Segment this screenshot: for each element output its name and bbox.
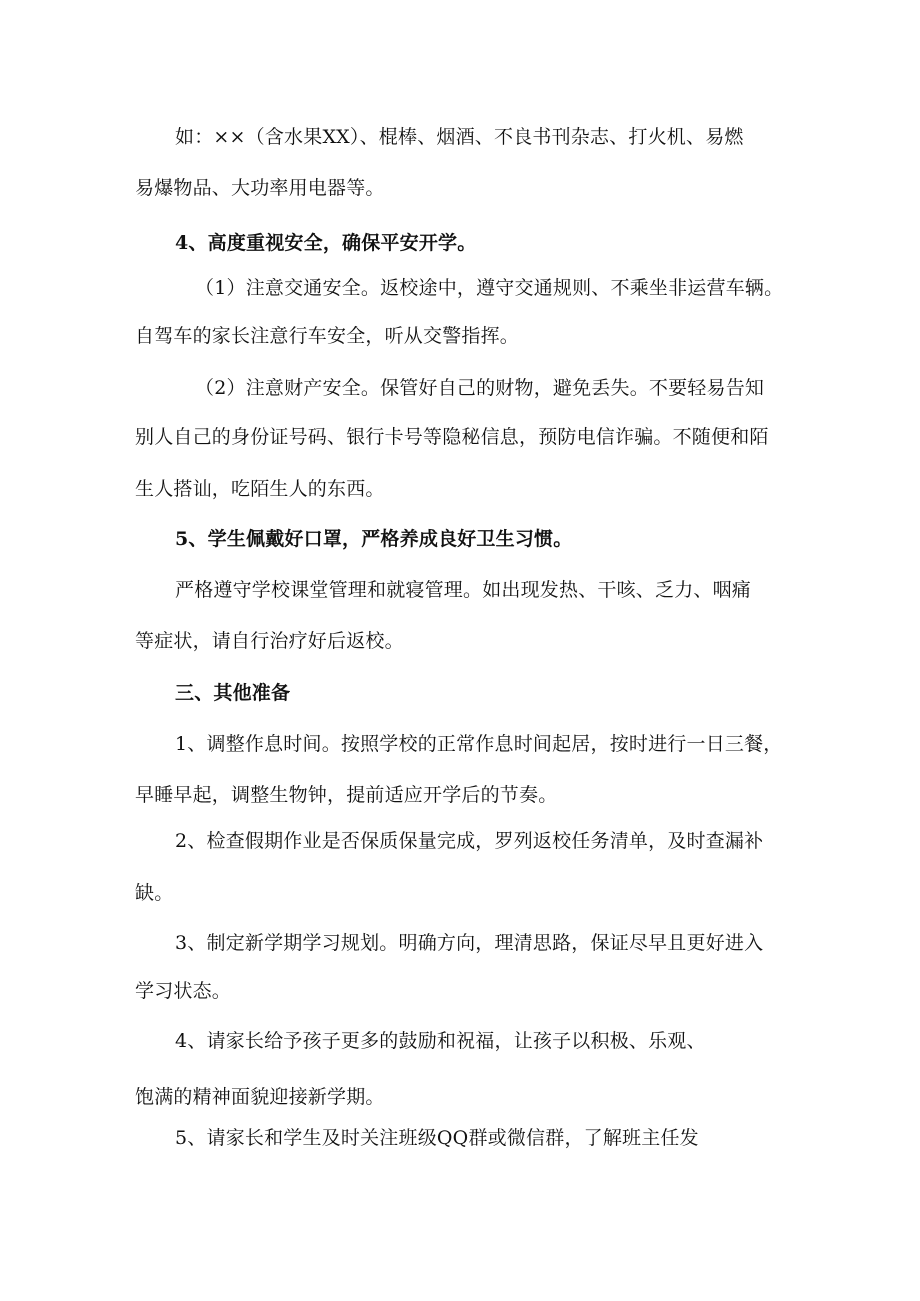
paragraph-line-study-plan-cont: 学习状态。: [135, 980, 232, 1002]
paragraph-line-school-rules: 严格遵守学校课堂管理和就寝管理。如出现发热、干咳、乏力、咽痛: [175, 579, 752, 601]
paragraph-line-prohibited-items-cont: 易爆物品、大功率用电器等。: [135, 177, 385, 199]
paragraph-line-schedule: 1、调整作息时间。按照学校的正常作息时间起居，按时进行一日三餐，: [175, 733, 783, 755]
paragraph-line-parents-encourage-cont: 饱满的精神面貌迎接新学期。: [135, 1086, 385, 1108]
section-heading-safety: 4、高度重视安全，确保平安开学。: [175, 232, 477, 254]
paragraph-line-class-group: 5、请家长和学生及时关注班级QQ群或微信群，了解班主任发: [175, 1127, 699, 1149]
paragraph-line-schedule-cont: 早睡早起，调整生物钟，提前适应开学后的节奏。: [135, 784, 558, 806]
paragraph-line-homework: 2、检查假期作业是否保质保量完成，罗列返校任务清单，及时查漏补: [175, 830, 764, 852]
paragraph-line-property-safety-cont2: 生人搭讪，吃陌生人的东西。: [135, 478, 385, 500]
paragraph-line-school-rules-cont: 等症状，请自行治疗好后返校。: [135, 630, 404, 652]
paragraph-line-traffic-safety: （1）注意交通安全。返校途中，遵守交通规则、不乘坐非运营车辆。: [195, 277, 784, 299]
paragraph-line-homework-cont: 缺。: [135, 882, 174, 904]
paragraph-line-parents-encourage: 4、请家长给予孩子更多的鼓励和祝福，让孩子以积极、乐观、: [175, 1030, 706, 1052]
section-heading-hygiene: 5、学生佩戴好口罩，严格养成良好卫生习惯。: [175, 528, 573, 550]
paragraph-line-property-safety: （2）注意财产安全。保管好自己的财物，避免丢失。不要轻易告知: [195, 377, 765, 399]
section-heading-other-preparation: 三、其他准备: [175, 682, 291, 704]
paragraph-line-study-plan: 3、制定新学期学习规划。明确方向，理清思路，保证尽早且更好进入: [175, 932, 764, 954]
paragraph-line-traffic-safety-cont: 自驾车的家长注意行车安全，听从交警指挥。: [135, 325, 520, 347]
paragraph-line-property-safety-cont1: 别人自己的身份证号码、银行卡号等隐秘信息，预防电信诈骗。不随便和陌: [135, 426, 769, 448]
paragraph-line-prohibited-items: 如：××（含水果XX）、棍棒、烟酒、不良书刊杂志、打火机、易燃: [175, 126, 744, 148]
